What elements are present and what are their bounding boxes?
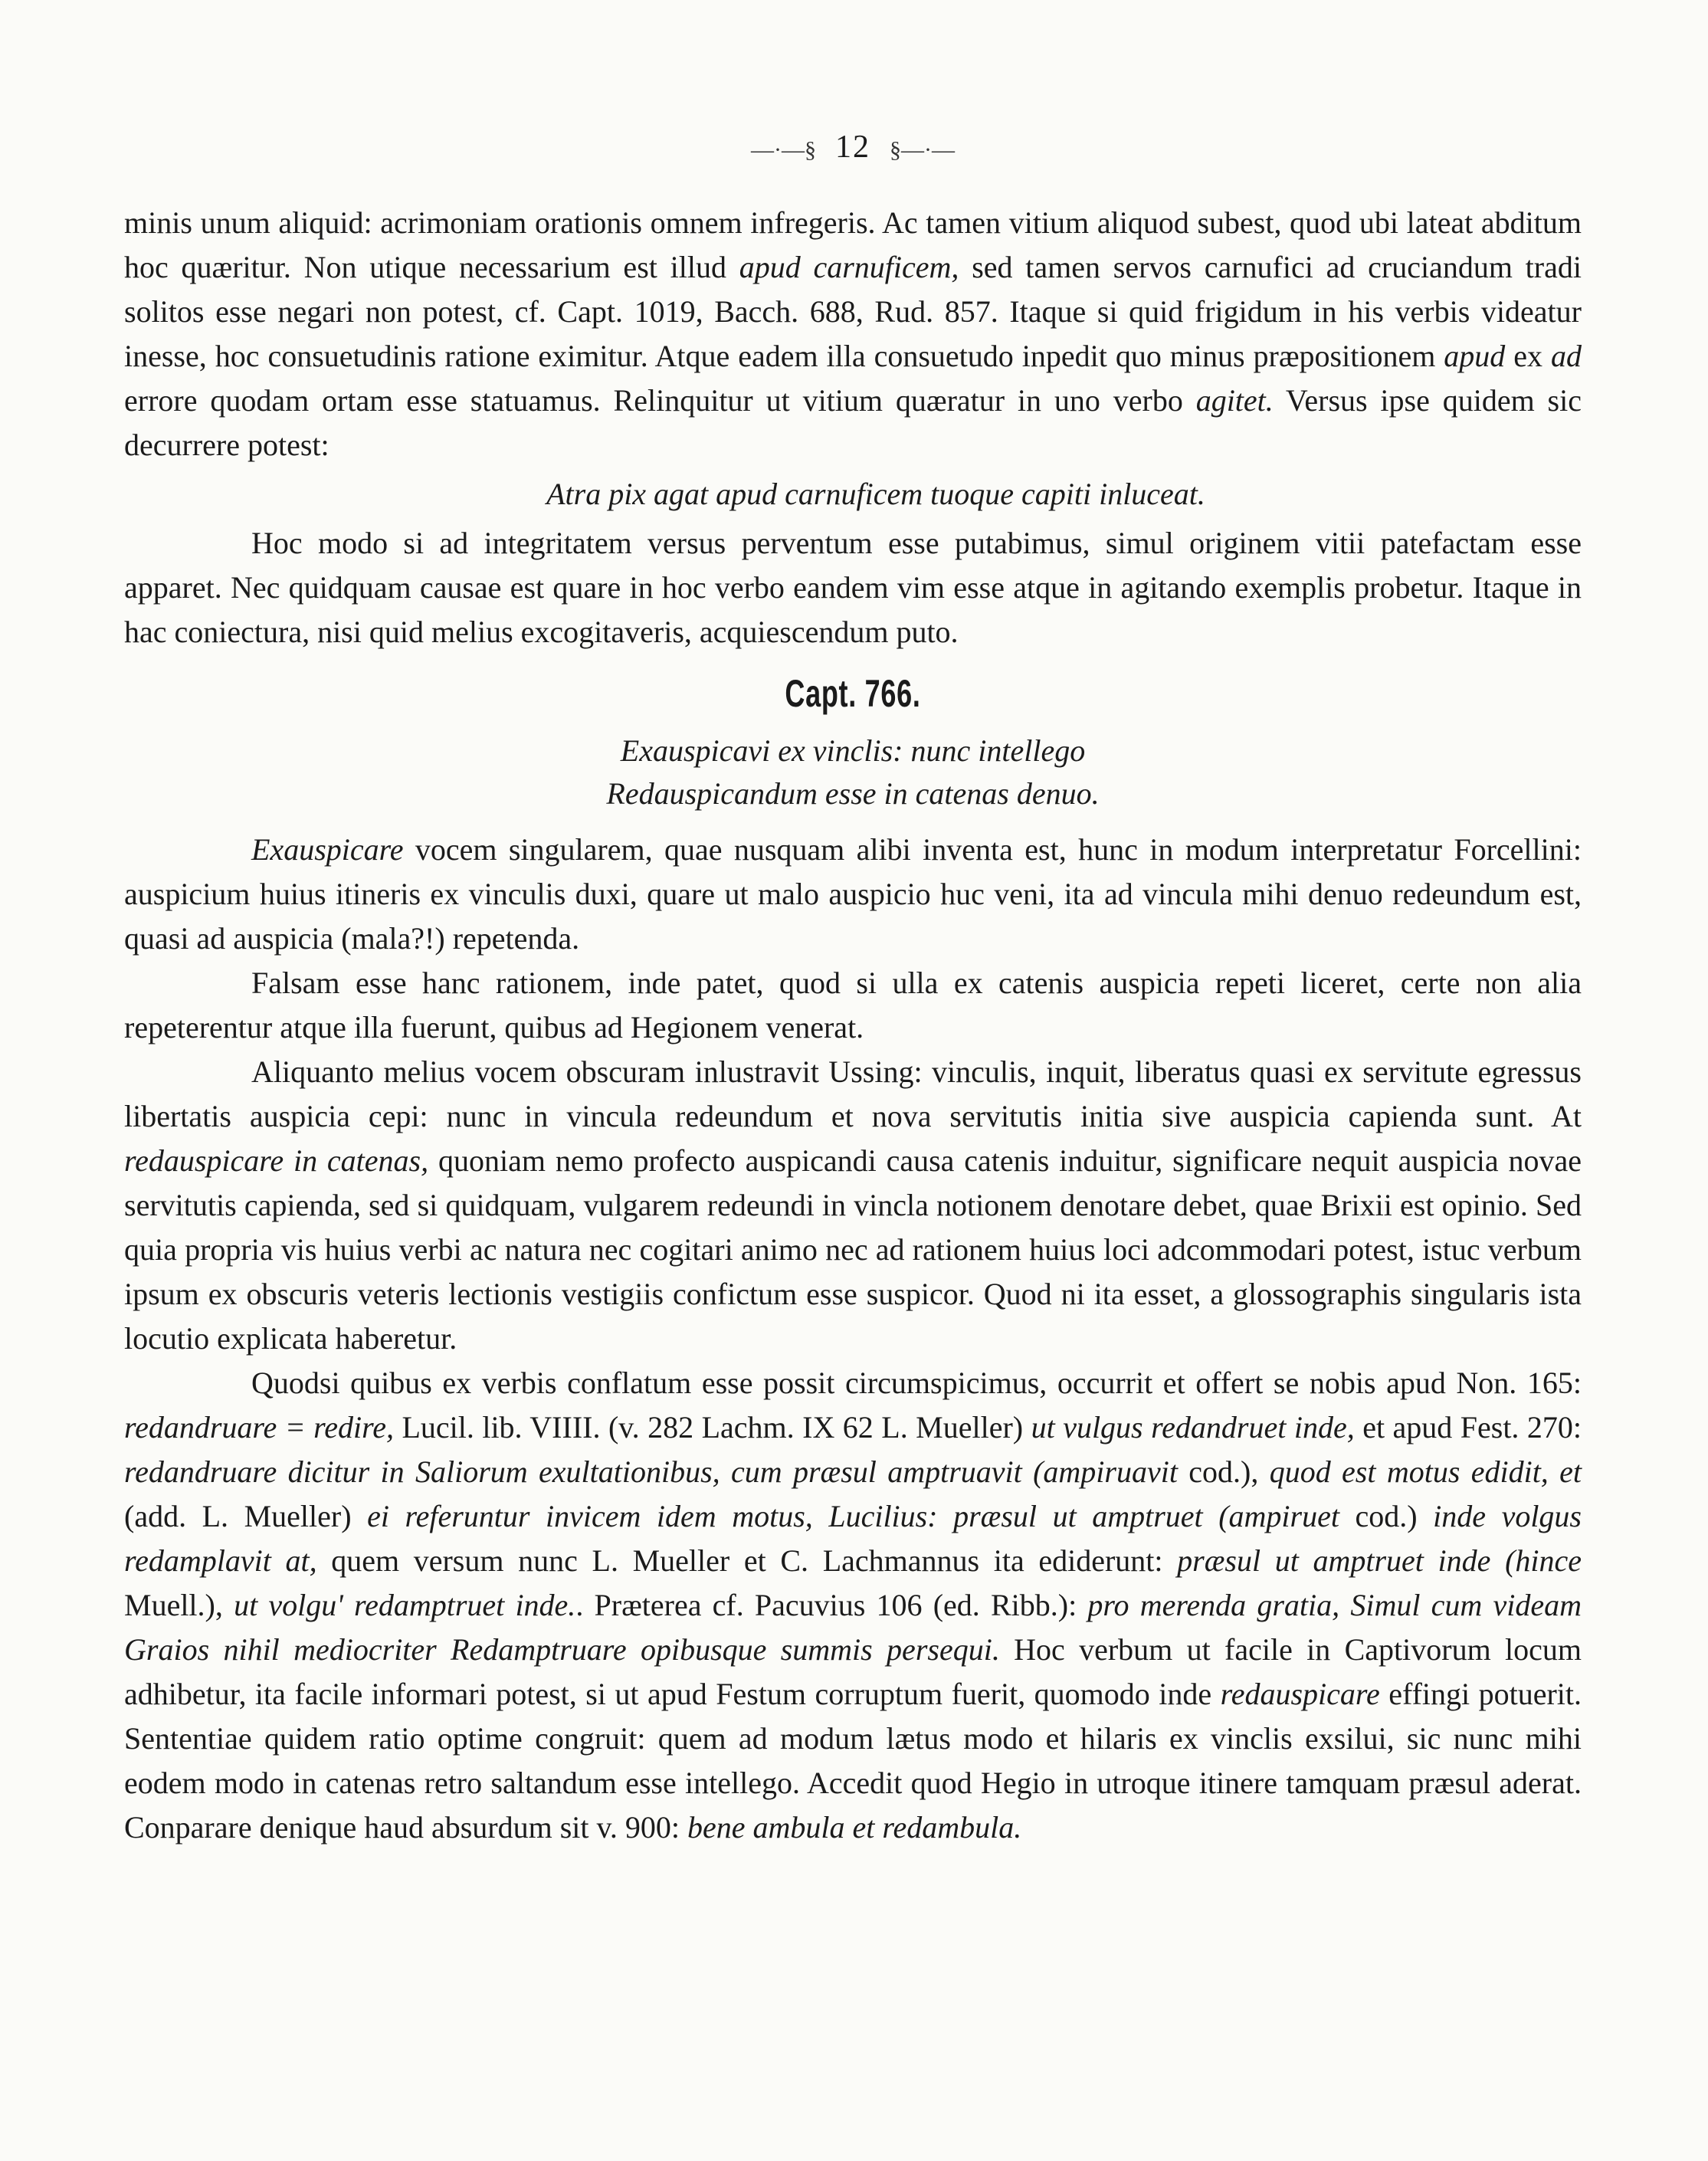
paragraph-continuation — [124, 201, 1582, 467]
italic-run: pro merenda gratia, Simul cum videam Graios nihil mediocriter Redamptruare opibusque summis persequi. — [124, 1588, 1582, 1667]
italic-run: apud — [1444, 339, 1506, 373]
italic-run: redauspicare — [1220, 1677, 1380, 1711]
paragraph: Hoc modo si ad integritatem versus perventum esse putabimus, simul originem vitii patefactam esse apparet. Nec quidquam causae est quare in hoc verbo eandem vim esse atque in agitando exemplis probetur. Itaque in hac coniectura, nisi quid melius excogitaveris, acquiescendum puto. — [124, 526, 1582, 649]
italic-run: redauspicare in catenas, — [124, 1143, 429, 1178]
italic-run: præsul ut amptruet inde (hince — [1177, 1543, 1582, 1578]
paragraph: Falsam esse hanc rationem, inde patet, quod si ulla ex catenis auspicia repeti liceret, certe non alia repeterentur atque illa fuerunt, quibus ad Hegionem venerat. — [124, 966, 1582, 1044]
text-run: sed tamen servos carnufici ad cruciandum tradi solitos esse negari non potest, cf. Capt. 1019, Bacch. 688, Rud. 857. Itaque si quid frigidum in his verbis videatur inesse, hoc consuetudinis ratione eximitur. Atque eadem illa consuetudo inpedit quo minus præpositionem — [124, 250, 1582, 373]
text-run: errore quodam ortam esse statuamus. Relinquitur ut vitium quæratur in uno verbo — [124, 383, 1196, 418]
text-run: cod.) — [1339, 1499, 1434, 1533]
italic-run: apud carnuficem, — [739, 250, 959, 284]
paragraph — [124, 828, 1582, 961]
body-text — [124, 201, 1582, 1850]
lemma-line: Redauspicandum esse in catenas denuo. — [606, 776, 1100, 811]
italic-run: ut volgu' redamptruet inde. — [234, 1588, 576, 1622]
running-head — [124, 129, 1582, 166]
italic-run: ut vulgus redandruet inde, — [1031, 1410, 1355, 1444]
text-run: Quodsi quibus ex verbis conflatum esse possit circumspicimus, occurrit et offert se nobis apud Non. 165: — [251, 1366, 1582, 1400]
paragraph — [124, 1050, 1582, 1361]
quoted-verse: Atra pix agat apud carnuficem tuoque capiti inluceat. — [546, 477, 1205, 511]
text-run: Versus ipse quidem sic decurrere potest: — [124, 383, 1582, 462]
ornament-right: §—·— — [890, 137, 955, 162]
italic-run: bene ambula et redambula. — [687, 1810, 1022, 1845]
italic-run: Exauspicare — [251, 832, 404, 867]
text-run: quoniam nemo profecto auspicandi causa catenis induitur, significare nequit auspicia novae servitutis capienda, sed si quidquam, vulgarem redeundi in vincla notionem denotare debet, quae Brixii est opinio. Sed quia propria vis huius verbi ac natura nec cogitari animo nec ad rationem huius loci adcommodari potest, istuc verbum ipsum ex obscuris veteris lectionis vestigiis confictum esse suspicor. Quod ni ita esset, a glossographis singularis ista locutio explicata haberetur. — [124, 1143, 1582, 1356]
text-run: quem versum nunc L. Mueller et C. Lachmannus ita ediderunt: — [316, 1543, 1178, 1578]
ornament-left: —·—§ — [751, 137, 816, 162]
section-heading: Capt. 766. — [785, 672, 921, 715]
text-run: cod.), — [1177, 1454, 1270, 1489]
text-run: ex — [1505, 339, 1551, 373]
italic-run: ei referuntur invicem idem motus, Lucilius: præsul ut amptruet (ampiruet — [367, 1499, 1339, 1533]
text-run: Lucil. lib. VIIII. (v. 282 Lachm. IX 62 L. Mueller) — [393, 1410, 1031, 1444]
text-run: effingi potuerit. Sententiae quidem ratio optime congruit: quem ad modum lætus modo et hilaris ex vinclis exsilui, sic nunc mihi eodem modo in catenas retro saltandum esse intellego. Accedit quod Hegio in utroque itinere tamquam præsul aderat. Conparare denique haud absurdum sit v. 900: — [124, 1677, 1582, 1845]
text-run: minis unum aliquid: acrimoniam orationis omnem infregeris. Ac tamen vitium aliquod subest, quod ubi lateat abditum hoc quæritur. Non utique necessarium est illud — [124, 205, 1582, 284]
text-run: vocem singularem, quae nusquam alibi inventa est, hunc in modum interpretatur Forcellini: auspicium huius itineris ex vinculis duxi, quare ut malo auspicio huc veni, ita ad vincula mihi denuo redeundum est, quasi ad auspicia (mala?!) repetenda. — [124, 832, 1582, 956]
italic-run: redandruare = redire, — [124, 1410, 394, 1444]
italic-run: redandruare dicitur in Saliorum exultationibus, cum præsul amptruavit (ampiruavit — [124, 1454, 1178, 1489]
text-run: (add. L. Mueller) — [124, 1499, 368, 1533]
italic-run: ad — [1550, 339, 1582, 373]
page-number: 12 — [835, 130, 870, 165]
text-run: . Præterea cf. Pacuvius 106 (ed. Ribb.): — [575, 1588, 1088, 1622]
lemma-line: Exauspicavi ex vinclis: nunc intellego — [620, 733, 1086, 768]
italic-run: inde volgus redamplavit at, — [124, 1499, 1582, 1578]
text-run: Aliquanto melius vocem obscuram inlustravit Ussing: vinculis, inquit, liberatus quasi ex servitute egressus libertatis auspicia cepi: nunc in vincula redeundum et nova servitutis initia sive auspicia capienda sunt. At — [124, 1054, 1582, 1133]
text-run: Hoc verbum ut facile in Captivorum locum adhibetur, ita facile informari potest, si ut apud Festum corruptum fuerit, quomodo inde — [124, 1632, 1582, 1711]
text-run: Muell.), — [124, 1588, 234, 1622]
lemma-verses — [124, 730, 1582, 815]
italic-run: quod est motus edidit, et — [1269, 1454, 1582, 1489]
text-run: et apud Fest. 270: — [1354, 1410, 1582, 1444]
italic-run: agitet. — [1195, 383, 1274, 418]
paragraph — [124, 1361, 1582, 1850]
